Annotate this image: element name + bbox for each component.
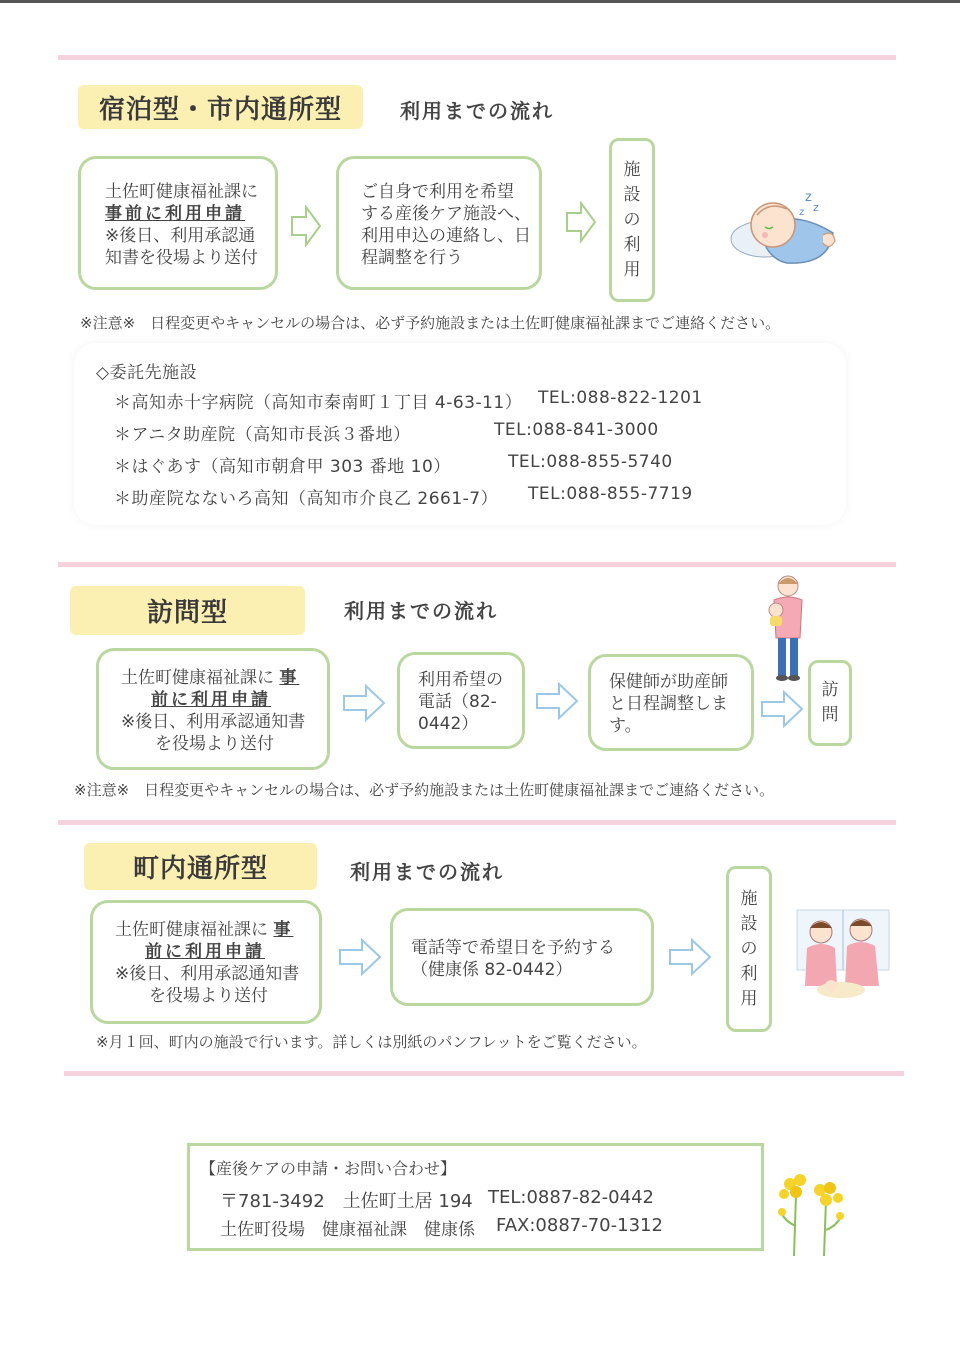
section2-flow-title: 利用までの流れ: [344, 599, 498, 623]
arrow-right-icon: [290, 205, 322, 247]
section2-step3-box: [588, 654, 754, 751]
step-text-emphasis: 事: [273, 920, 294, 940]
step-text: と日程調整しま: [609, 694, 728, 714]
facility-tel: TEL:088-855-7719: [528, 484, 693, 504]
arrow-right-icon: [342, 684, 386, 722]
facility-tel: TEL:088-841-3000: [494, 420, 659, 440]
section3-step1-box: [90, 900, 322, 1024]
step-text-emphasis: 前に利用申請: [151, 690, 271, 710]
section3-tag: 町内通所型: [84, 843, 317, 890]
svg-text:z: z: [813, 201, 819, 214]
step-text: を役場より送付: [149, 986, 268, 1006]
step-char: 設: [623, 184, 641, 205]
step-text: 保健師が助産師: [609, 672, 728, 692]
step-text: 知書を役場より送付: [105, 248, 258, 268]
step-char: 設: [740, 913, 758, 934]
contact-address: 〒781-3492 土佐町土居 194: [220, 1191, 473, 1212]
step-text: [115, 919, 319, 941]
section2-rule: [58, 562, 896, 567]
section2-tag: 訪問型: [70, 586, 305, 635]
step-text-emphasis: 事前に利用申請: [105, 204, 245, 224]
sleeping-baby-illustration: [725, 185, 843, 273]
arrow-right-icon: [338, 938, 382, 976]
step-text: 土佐町健康福祉課に: [105, 182, 258, 202]
step-text: ※後日、利用承認通知書: [115, 964, 300, 984]
step-text: ※後日、利用承認通知書: [121, 712, 306, 732]
arrow-right-icon: [565, 201, 597, 243]
section3-step3-box: [726, 866, 772, 1032]
section1-rule: [58, 55, 896, 60]
step-text: す。: [609, 716, 642, 736]
step-char: 施: [623, 159, 641, 180]
facility-name: ＊はぐあす（高知市朝倉甲 303 番地 10）: [114, 457, 451, 477]
arrow-right-icon: [535, 682, 579, 720]
section1-step3-box: [609, 138, 655, 302]
bottom-rule: [64, 1071, 904, 1076]
section3-flow-title: 利用までの流れ: [350, 860, 504, 884]
step-text-part: 土佐町健康福祉課に: [115, 920, 268, 940]
section2-step4-box: [808, 660, 852, 746]
section3-step2-box: [390, 908, 654, 1006]
section2-note: ※注意※ 日程変更やキャンセルの場合は、必ず予約施設または土佐町健康福祉課までご連絡ください。: [74, 781, 775, 799]
section1-step2-box: [336, 156, 542, 290]
step-text: （健康係 82-0442）: [411, 960, 573, 980]
contact-fax: FAX:0887-70-1312: [496, 1215, 663, 1236]
facility-name: ＊高知赤十字病院（高知市秦南町１丁目 4-63-11）: [114, 393, 523, 413]
contact-box: [187, 1143, 764, 1251]
section2-step1-box: [96, 648, 330, 770]
step-text: 程調整を行う: [361, 248, 463, 268]
svg-text:z: z: [805, 190, 812, 205]
arrow-right-icon: [668, 938, 712, 976]
step-char: 施: [740, 888, 758, 909]
step-text: 利用申込の連絡し、日: [361, 226, 531, 246]
section1-note: ※注意※ 日程変更やキャンセルの場合は、必ず予約施設または土佐町健康福祉課までご連絡ください。: [80, 314, 781, 332]
step-text: を役場より送付: [155, 734, 274, 754]
flower-illustration: [772, 1170, 850, 1256]
section1-tag: 宿泊型・市内通所型: [78, 85, 363, 129]
section3-rule: [58, 820, 896, 825]
step-text: ※後日、利用承認通: [105, 226, 256, 246]
step-char: 用: [623, 259, 641, 280]
step-char: 訪: [821, 680, 839, 700]
facilities-heading: ◇委託先施設: [96, 363, 198, 383]
step-text-emphasis: 前に利用申請: [145, 942, 265, 962]
step-text-part: 土佐町健康福祉課に: [121, 668, 274, 688]
step-char: 用: [740, 988, 758, 1009]
step-text: 電話等で希望日を予約する: [411, 938, 615, 958]
section2-step2-box: [397, 652, 525, 749]
contact-tel: TEL:0887-82-0442: [488, 1187, 654, 1208]
step-text: する産後ケア施設へ、: [361, 204, 531, 224]
contact-heading: 【産後ケアの申請・お問い合わせ】: [200, 1159, 457, 1178]
step-char: 問: [821, 705, 839, 725]
section1-flow-title: 利用までの流れ: [400, 99, 554, 123]
step-text: [121, 667, 327, 689]
facility-tel: TEL:088-855-5740: [508, 452, 673, 472]
section1-step1-box: [78, 156, 278, 290]
mother-baby-illustration: [760, 572, 808, 682]
contact-office: 土佐町役場 健康福祉課 健康係: [220, 1220, 475, 1240]
step-char: 利: [623, 234, 641, 255]
facility-name: ＊助産院なないろ高知（高知市介良乙 2661-7）: [114, 489, 499, 509]
svg-text:z: z: [799, 207, 805, 218]
step-text-emphasis: 事: [279, 668, 300, 688]
step-char: の: [740, 938, 758, 959]
facility-name: ＊アニタ助産院（高知市長浜３番地）: [114, 425, 411, 445]
arrow-right-icon: [760, 690, 804, 728]
top-border: [0, 0, 960, 3]
section3-note: ※月１回、町内の施設で行います。詳しくは別紙のパンフレットをご覧ください。: [96, 1033, 647, 1051]
step-text: 利用希望の: [418, 670, 503, 690]
step-char: 利: [740, 963, 758, 984]
step-text: 電話（82-: [418, 692, 497, 712]
nurses-baby-illustration: [795, 908, 891, 1004]
step-text: 0442）: [418, 714, 479, 734]
facility-tel: TEL:088-822-1201: [538, 388, 703, 408]
step-char: の: [623, 209, 641, 230]
step-text: ご自身で利用を希望: [361, 182, 514, 202]
